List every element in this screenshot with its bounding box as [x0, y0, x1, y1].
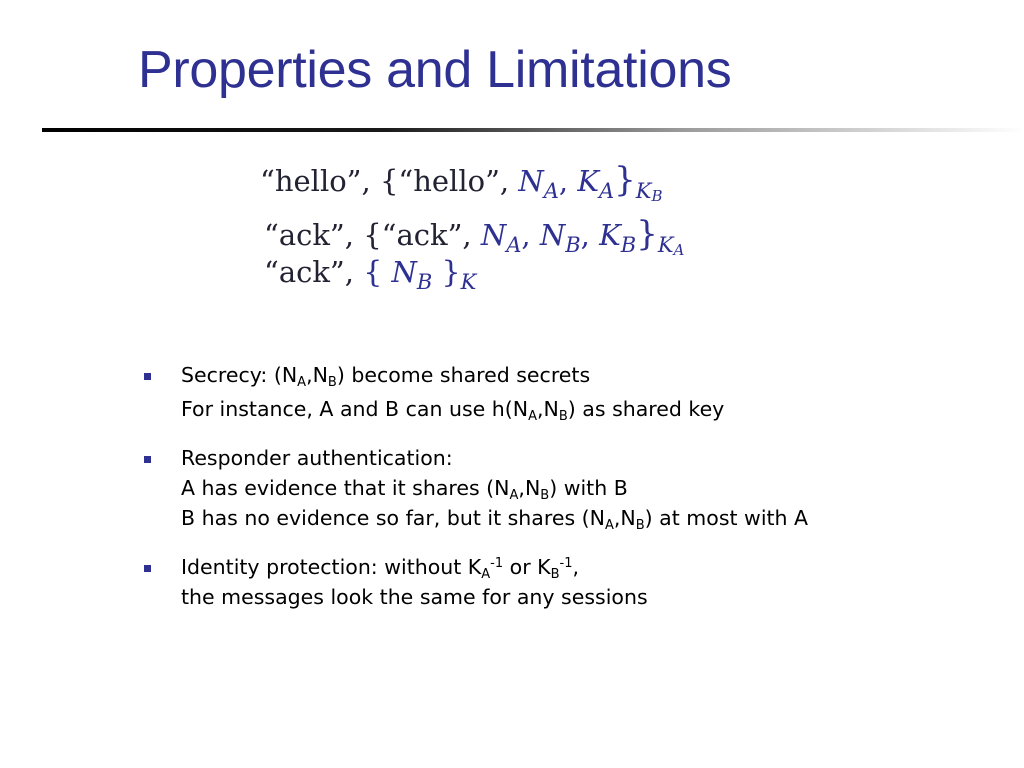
title-divider: [42, 128, 1024, 132]
formula-session-key: K: [460, 270, 477, 294]
square-bullet-icon: [144, 456, 151, 463]
formula-encrypted-open: {“hello”,: [379, 164, 510, 198]
formula-close-brace: }: [614, 160, 636, 200]
formula-nonce-b: $N_B$: [391, 255, 433, 294]
slide-title: Properties and Limitations: [138, 41, 732, 99]
bullet-responder-authentication: [144, 443, 1014, 533]
bullet-line: Identity protection: without $K_A^{-1}$ or $K_B^{-1}$,: [181, 555, 580, 582]
formula-quote: “ack”,: [264, 218, 354, 252]
formula-open-brace: {: [363, 255, 383, 290]
formula-quote: “ack”,: [264, 255, 354, 289]
formula-quote: “hello”,: [260, 164, 371, 198]
formula-close-brace: }: [441, 255, 461, 290]
formula-encrypted-open: {“ack”,: [363, 218, 472, 252]
bullet-list: [144, 360, 1014, 612]
formula-line-ack-2: [264, 255, 477, 294]
bullet-secrecy: [144, 360, 1014, 424]
formula-line-ack-1: “ack”, {“ack”, $N_A$, $N_B$, $K_B\}_{K_A}$: [264, 214, 685, 259]
bullet-line: the messages look the same for any sessions: [181, 585, 648, 609]
square-bullet-icon: [144, 565, 151, 572]
square-bullet-icon: [144, 373, 151, 380]
bullet-line: For instance, A and B can use $h(N_A,N_B)$ as shared key: [181, 397, 725, 424]
bullet-line: A has evidence that it shares $(N_A,N_B)$ with B: [181, 476, 628, 503]
bullet-line: B has no evidence so far, but it shares $(N_A,N_B)$ at most with A: [181, 506, 809, 533]
bullet-line: Responder authentication:: [181, 446, 453, 470]
bullet-line: Secrecy: $(N_A,N_B)$ become shared secrets: [181, 363, 591, 390]
formula-close-brace: }: [636, 214, 658, 254]
formula-key-a: $K_A$: [577, 164, 615, 203]
bullet-identity-protection: [144, 552, 1014, 612]
formula-nonce-b: $N_B$: [539, 218, 581, 257]
formula-nonce-a: $N_A$: [518, 164, 559, 203]
formula-line-hello: “hello”, {“hello”, $N_A$, $K_A\}_{K_B}$: [260, 160, 663, 205]
formula-key-b: $K_B$: [599, 218, 637, 257]
formula-encryption-key: KA: [657, 233, 685, 259]
formula-encryption-key: KB: [635, 179, 663, 205]
formula-nonce-a: $N_A$: [480, 218, 522, 257]
